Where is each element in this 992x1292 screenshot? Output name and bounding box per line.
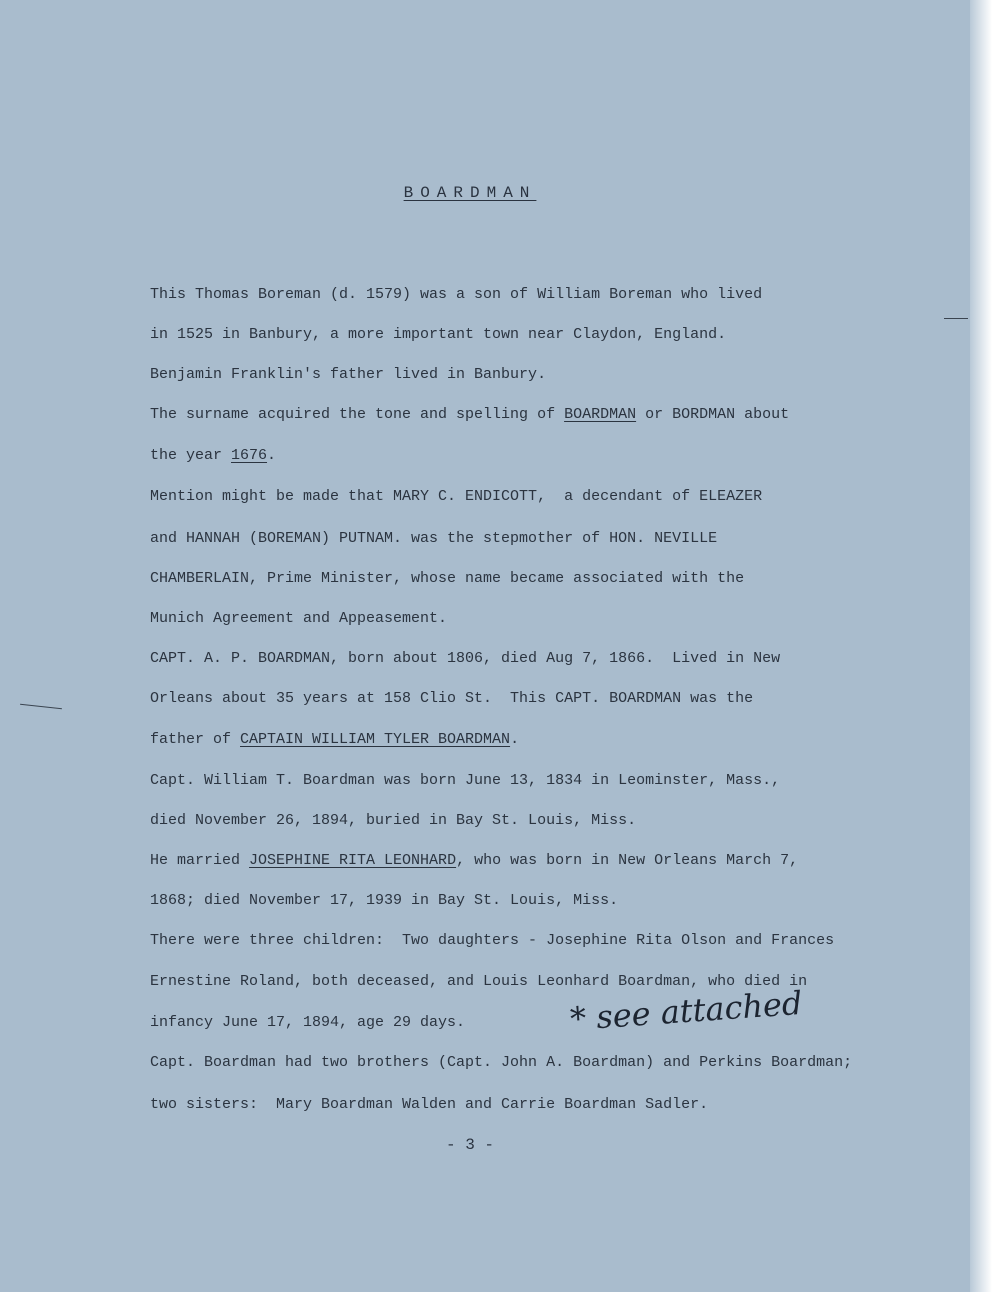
text-segment: or BORDMAN about [636,406,790,423]
text-segment: died November 26, 1894, buried in Bay St. Louis, Miss. [150,812,637,829]
text-segment: CAPT. A. P. BOARDMAN, born about 1806, died Aug 7, 1866. Lived in New [150,650,781,667]
text-segment: the year [150,447,232,464]
text-segment: Mention might be made that MARY C. ENDICOTT, a decendant of ELEAZER [150,488,763,505]
underlined-text: JOSEPHINE RITA LEONHARD [249,852,457,869]
text-line [150,1014,465,1031]
text-segment: infancy June 17, 1894, age 29 days. [150,1014,466,1031]
text-segment: 1868; died November 17, 1939 in Bay St. Louis, Miss. [150,892,619,909]
text-segment: This Thomas Boreman (d. 1579) was a son of William Boreman who lived [150,286,763,303]
text-segment: in 1525 in Banbury, a more important town near Claydon, England. [150,326,727,343]
page-number: - 3 - [445,1136,494,1154]
text-line [150,570,744,587]
margin-mark-left [20,704,62,709]
text-line [150,892,618,909]
text-line [150,812,636,829]
text-line [150,1096,708,1113]
text-line [150,650,780,667]
margin-mark-right [944,318,968,319]
text-line [150,610,447,627]
text-segment: Munich Agreement and Appeasement. [150,610,448,627]
text-line [150,286,762,303]
text-line [150,447,276,464]
handwritten-note: * see attached [568,983,804,1039]
text-segment: Orleans about 35 years at 158 Clio St. This CAPT. BOARDMAN was the [150,690,754,707]
text-line [150,488,762,505]
text-line [150,530,717,547]
text-line [150,366,546,383]
text-line [150,973,807,990]
page-title: BOARDMAN [403,184,537,202]
text-segment: The surname acquired the tone and spelling of [150,406,565,423]
text-segment: Benjamin Franklin's father lived in Banbury. [150,366,547,383]
text-segment: Capt. William T. Boardman was born June 13, 1834 in Leominster, Mass., [150,772,781,789]
text-segment: , who was born in New Orleans March 7, [456,852,799,869]
underlined-text: BOARDMAN [564,406,637,423]
text-line [150,326,726,343]
text-line [150,772,780,789]
text-segment: Ernestine Roland, both deceased, and Louis Leonhard Boardman, who died in [150,973,808,990]
page-edge [970,0,992,1292]
text-segment: Capt. Boardman had two brothers (Capt. John A. Boardman) and Perkins Boardman; [150,1054,853,1071]
text-segment: CHAMBERLAIN, Prime Minister, whose name became associated with the [150,570,745,587]
text-line [150,690,753,707]
text-segment: He married [150,852,250,869]
underlined-text: CAPTAIN WILLIAM TYLER BOARDMAN [240,731,511,748]
text-segment: . [267,447,277,464]
text-line [150,406,789,423]
text-segment: father of [150,731,241,748]
text-segment: . [510,731,520,748]
text-segment: and HANNAH (BOREMAN) PUTNAM. was the stepmother of HON. NEVILLE [150,530,718,547]
text-line [150,852,798,869]
text-line [150,731,519,748]
text-line [150,1054,852,1071]
text-line [150,932,834,949]
text-segment: two sisters: Mary Boardman Walden and Carrie Boardman Sadler. [150,1096,709,1113]
text-segment: There were three children: Two daughters - Josephine Rita Olson and Frances [150,932,835,949]
underlined-text: 1676 [231,447,268,464]
